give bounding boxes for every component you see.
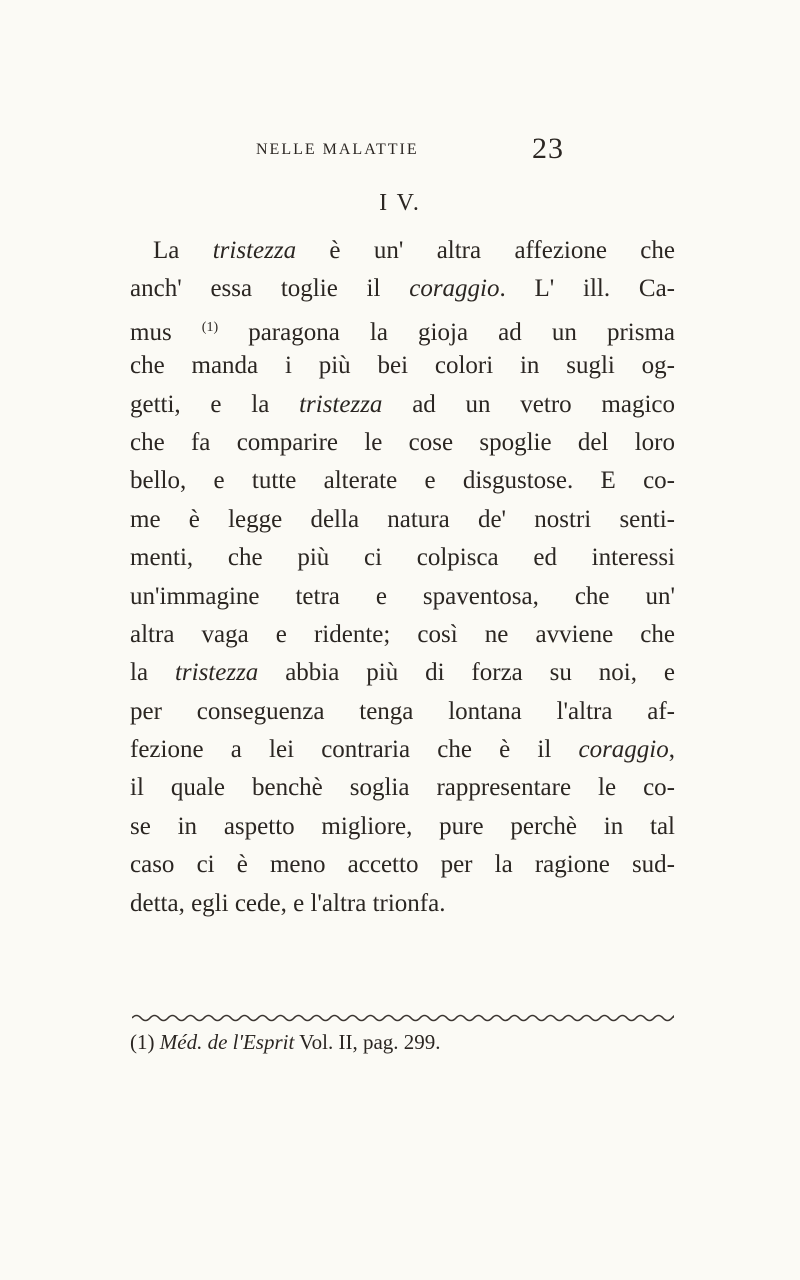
text-line: getti, e la tristezza ad un vetro magico bbox=[130, 390, 675, 418]
text-line: il quale benchè soglia rappresentare le co- bbox=[130, 774, 675, 802]
page-number: 23 bbox=[532, 132, 564, 165]
text-line: se in aspetto migliore, pure perchè in tal bbox=[130, 812, 675, 840]
footnote bbox=[130, 1030, 690, 1055]
footnote-source-title: Méd. de l'Esprit bbox=[159, 1030, 295, 1054]
running-head: NELLE MALATTIE bbox=[256, 141, 419, 158]
text-line: che manda i più bei colori in sugli og- bbox=[130, 352, 675, 380]
text-line: un'immagine tetra e spaventosa, che un' bbox=[130, 582, 675, 610]
text-line: fezione a lei contraria che è il coraggio, bbox=[130, 736, 675, 764]
body-paragraph bbox=[130, 232, 675, 923]
footnote-marker: (1) bbox=[130, 1030, 155, 1054]
text-line: caso ci è meno accetto per la ragione sud- bbox=[130, 851, 675, 879]
text-line: la tristezza abbia più di forza su noi, e bbox=[130, 659, 675, 687]
footnote-reference: (1) bbox=[201, 319, 219, 335]
text-line: che fa comparire le cose spoglie del loro bbox=[130, 428, 675, 456]
text-line: menti, che più ci colpisca ed interessi bbox=[130, 544, 675, 572]
text-line: La tristezza è un' altra affezione che bbox=[153, 237, 676, 264]
text-line: me è legge della natura de' nostri senti- bbox=[130, 505, 675, 533]
text-line: per conseguenza tenga lontana l'altra af- bbox=[130, 697, 675, 725]
chapter-number: I V. bbox=[379, 190, 421, 216]
text-line: anch' essa toglie il coraggio. L' ill. Ca- bbox=[130, 275, 675, 303]
text-line: detta, egli cede, e l'altra trionfa. bbox=[130, 889, 446, 917]
text-line: altra vaga e ridente; così ne avviene che bbox=[130, 620, 675, 648]
wavy-rule-ornament bbox=[132, 1013, 674, 1023]
text-line: mus $^{(1)}$ paragona la gioja ad un prisma bbox=[130, 318, 675, 346]
text-line: bello, e tutte alterate e disgustose. E co- bbox=[130, 467, 675, 495]
footnote-reference-text: Vol. II, pag. 299. bbox=[294, 1030, 441, 1054]
